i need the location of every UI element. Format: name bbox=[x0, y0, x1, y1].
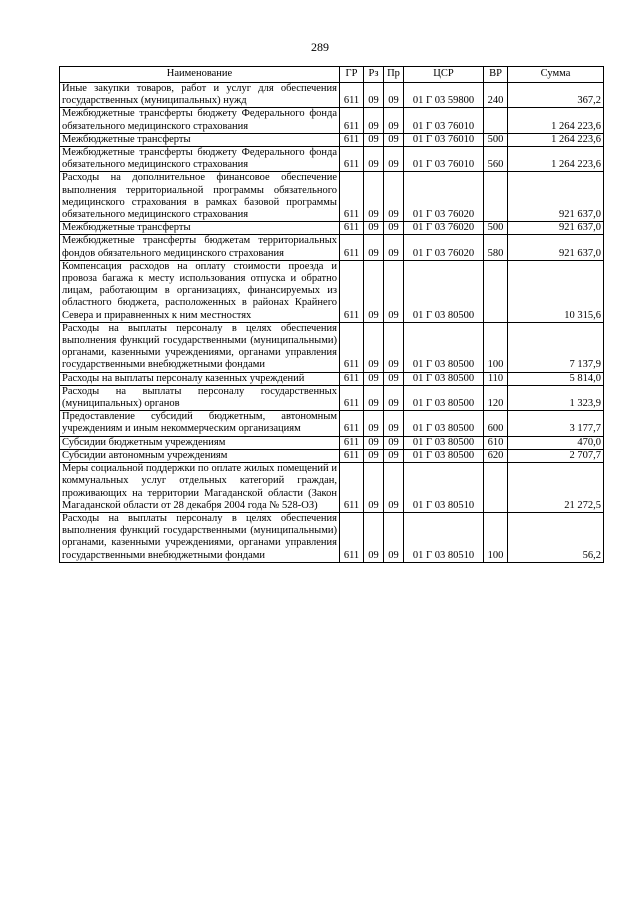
row-gr: 611 bbox=[340, 108, 364, 133]
row-name-text: Расходы на выплаты персоналу государственных (муниципальных) органов bbox=[62, 385, 337, 410]
row-csr: 01 Г 03 80500 bbox=[404, 449, 484, 462]
row-name-text: Межбюджетные трансферты bbox=[62, 222, 191, 234]
table-row bbox=[60, 235, 604, 260]
row-vr: 620 bbox=[484, 449, 508, 462]
row-sum: 921 637,0 bbox=[508, 172, 604, 222]
row-vr: 500 bbox=[484, 222, 508, 235]
row-name-text: Межбюджетные трансферты бюджету Федерального фонда обязательного медицинского страхования bbox=[62, 108, 337, 132]
row-vr bbox=[484, 463, 508, 513]
row-name bbox=[60, 147, 340, 172]
row-sum: 1 323,9 bbox=[508, 385, 604, 410]
table-row bbox=[60, 260, 604, 322]
header-vr: ВР bbox=[484, 67, 508, 83]
header-name: Наименование bbox=[60, 67, 340, 83]
row-gr: 611 bbox=[340, 222, 364, 235]
header-gr: ГР bbox=[340, 67, 364, 83]
row-vr: 100 bbox=[484, 322, 508, 372]
row-rz: 09 bbox=[364, 235, 384, 260]
table-row bbox=[60, 372, 604, 385]
row-name-text: Межбюджетные трансферты бюджету Федерального фонда обязательного медицинского страхования bbox=[62, 147, 337, 171]
row-gr: 611 bbox=[340, 463, 364, 513]
row-name bbox=[60, 108, 340, 133]
page-number: 289 bbox=[311, 40, 329, 54]
row-name bbox=[60, 411, 340, 436]
row-vr: 500 bbox=[484, 133, 508, 146]
row-gr: 611 bbox=[340, 385, 364, 410]
row-sum: 921 637,0 bbox=[508, 235, 604, 260]
row-name bbox=[60, 222, 340, 235]
row-pr: 09 bbox=[384, 385, 404, 410]
row-sum: 367,2 bbox=[508, 83, 604, 108]
row-pr: 09 bbox=[384, 322, 404, 372]
row-sum: 7 137,9 bbox=[508, 322, 604, 372]
row-name-text: Расходы на дополнительное финансовое обеспечение выполнения территориальной программы обязательного медицинского страхования в рамках базовой программы обязательного медицинского страхования bbox=[62, 172, 337, 221]
row-name-text: Расходы на выплаты персоналу казенных учреждений bbox=[62, 372, 305, 384]
row-pr: 09 bbox=[384, 235, 404, 260]
row-sum: 1 264 223,6 bbox=[508, 147, 604, 172]
table-row bbox=[60, 133, 604, 146]
row-sum: 1 264 223,6 bbox=[508, 133, 604, 146]
table-row bbox=[60, 83, 604, 108]
row-vr: 100 bbox=[484, 512, 508, 562]
row-sum: 2 707,7 bbox=[508, 449, 604, 462]
row-name bbox=[60, 512, 340, 562]
row-rz: 09 bbox=[364, 436, 384, 449]
row-rz: 09 bbox=[364, 411, 384, 436]
row-gr: 611 bbox=[340, 449, 364, 462]
header-sum: Сумма bbox=[508, 67, 604, 83]
header-pr: Пр bbox=[384, 67, 404, 83]
row-sum: 56,2 bbox=[508, 512, 604, 562]
table-body bbox=[60, 83, 604, 563]
row-gr: 611 bbox=[340, 147, 364, 172]
row-sum: 921 637,0 bbox=[508, 222, 604, 235]
row-csr: 01 Г 03 80500 bbox=[404, 385, 484, 410]
row-pr: 09 bbox=[384, 108, 404, 133]
row-vr: 560 bbox=[484, 147, 508, 172]
row-pr: 09 bbox=[384, 463, 404, 513]
row-csr: 01 Г 03 80500 bbox=[404, 436, 484, 449]
table-row bbox=[60, 411, 604, 436]
row-vr: 610 bbox=[484, 436, 508, 449]
row-pr: 09 bbox=[384, 449, 404, 462]
row-gr: 611 bbox=[340, 411, 364, 436]
row-name bbox=[60, 322, 340, 372]
table-row bbox=[60, 322, 604, 372]
row-pr: 09 bbox=[384, 147, 404, 172]
row-name-text: Предоставление субсидий бюджетным, автономным учреждениям и иным некоммерческим организациям bbox=[62, 411, 337, 435]
row-pr: 09 bbox=[384, 222, 404, 235]
row-rz: 09 bbox=[364, 372, 384, 385]
row-sum: 21 272,5 bbox=[508, 463, 604, 513]
table-row bbox=[60, 385, 604, 410]
row-name bbox=[60, 133, 340, 146]
budget-table bbox=[59, 66, 604, 563]
row-csr: 01 Г 03 76020 bbox=[404, 222, 484, 235]
row-name-text: Межбюджетные трансферты бюджетам территориальных фондов обязательного медицинского страхования bbox=[62, 235, 337, 259]
table-row bbox=[60, 147, 604, 172]
row-csr: 01 Г 03 80510 bbox=[404, 463, 484, 513]
row-gr: 611 bbox=[340, 235, 364, 260]
row-csr: 01 Г 03 76010 bbox=[404, 108, 484, 133]
row-rz: 09 bbox=[364, 172, 384, 222]
row-name-text: Расходы на выплаты персоналу в целях обеспечения выполнения функций государственными (муниципальными) органами, казенными учреждениями, органами управления государственными внебюджетными фондами bbox=[62, 322, 337, 371]
row-csr: 01 Г 03 80500 bbox=[404, 372, 484, 385]
row-name bbox=[60, 172, 340, 222]
row-rz: 09 bbox=[364, 385, 384, 410]
row-csr: 01 Г 03 80500 bbox=[404, 260, 484, 322]
row-pr: 09 bbox=[384, 512, 404, 562]
row-name-text: Меры социальной поддержки по оплате жилых помещений и коммунальных услуг отдельных категорий граждан, проживающих на территории Магаданской области (Закон Магаданской области от 28 декабря 2004 года № 528-ОЗ) bbox=[62, 463, 337, 511]
table-row bbox=[60, 172, 604, 222]
row-name bbox=[60, 436, 340, 449]
row-gr: 611 bbox=[340, 372, 364, 385]
row-gr: 611 bbox=[340, 133, 364, 146]
row-vr: 580 bbox=[484, 235, 508, 260]
row-pr: 09 bbox=[384, 372, 404, 385]
row-sum: 3 177,7 bbox=[508, 411, 604, 436]
row-sum: 10 315,6 bbox=[508, 260, 604, 322]
table-row bbox=[60, 222, 604, 235]
row-csr: 01 Г 03 80500 bbox=[404, 411, 484, 436]
row-gr: 611 bbox=[340, 83, 364, 108]
row-gr: 611 bbox=[340, 436, 364, 449]
row-rz: 09 bbox=[364, 147, 384, 172]
row-name-text: Межбюджетные трансферты bbox=[62, 133, 191, 145]
row-gr: 611 bbox=[340, 172, 364, 222]
row-csr: 01 Г 03 76020 bbox=[404, 172, 484, 222]
row-sum: 5 814,0 bbox=[508, 372, 604, 385]
table-row bbox=[60, 449, 604, 462]
row-name bbox=[60, 260, 340, 322]
row-rz: 09 bbox=[364, 322, 384, 372]
row-name-text: Иные закупки товаров, работ и услуг для обеспечения государственных (муниципальных) нужд bbox=[62, 83, 337, 107]
row-name-text: Субсидии автономным учреждениям bbox=[62, 449, 228, 461]
row-name-text: Субсидии бюджетным учреждениям bbox=[62, 436, 226, 448]
row-vr bbox=[484, 108, 508, 133]
row-gr: 611 bbox=[340, 512, 364, 562]
row-rz: 09 bbox=[364, 449, 384, 462]
row-rz: 09 bbox=[364, 133, 384, 146]
header-rz: Рз bbox=[364, 67, 384, 83]
row-rz: 09 bbox=[364, 108, 384, 133]
table-row bbox=[60, 436, 604, 449]
row-csr: 01 Г 03 76010 bbox=[404, 133, 484, 146]
table-row bbox=[60, 463, 604, 513]
row-name bbox=[60, 449, 340, 462]
row-pr: 09 bbox=[384, 172, 404, 222]
row-name bbox=[60, 463, 340, 513]
row-rz: 09 bbox=[364, 463, 384, 513]
row-sum: 470,0 bbox=[508, 436, 604, 449]
row-pr: 09 bbox=[384, 260, 404, 322]
row-gr: 611 bbox=[340, 322, 364, 372]
row-vr bbox=[484, 260, 508, 322]
row-csr: 01 Г 03 76010 bbox=[404, 147, 484, 172]
row-csr: 01 Г 03 80510 bbox=[404, 512, 484, 562]
row-pr: 09 bbox=[384, 436, 404, 449]
row-csr: 01 Г 03 59800 bbox=[404, 83, 484, 108]
row-vr: 240 bbox=[484, 83, 508, 108]
header-csr: ЦСР bbox=[404, 67, 484, 83]
row-name bbox=[60, 235, 340, 260]
row-gr: 611 bbox=[340, 260, 364, 322]
row-vr bbox=[484, 172, 508, 222]
row-name-text: Расходы на выплаты персоналу в целях обеспечения выполнения функций государственными (муниципальными) органами, казенными учреждениями, органами управления государственными внебюджетными фондами bbox=[62, 512, 337, 561]
row-name bbox=[60, 372, 340, 385]
table-row bbox=[60, 108, 604, 133]
row-name bbox=[60, 385, 340, 410]
row-name bbox=[60, 83, 340, 108]
row-csr: 01 Г 03 76020 bbox=[404, 235, 484, 260]
row-rz: 09 bbox=[364, 222, 384, 235]
row-sum: 1 264 223,6 bbox=[508, 108, 604, 133]
row-vr: 600 bbox=[484, 411, 508, 436]
row-pr: 09 bbox=[384, 133, 404, 146]
row-pr: 09 bbox=[384, 411, 404, 436]
table-row bbox=[60, 512, 604, 562]
row-csr: 01 Г 03 80500 bbox=[404, 322, 484, 372]
row-name-text: Компенсация расходов на оплату стоимости проезда и провоза багажа к месту использования отпуска и обратно лицам, работающим в организациях, финансируемых из областного бюджета, расположенных в районах Крайнего Севера и приравненных к ним местностях bbox=[62, 260, 337, 321]
row-vr: 120 bbox=[484, 385, 508, 410]
row-rz: 09 bbox=[364, 83, 384, 108]
row-pr: 09 bbox=[384, 83, 404, 108]
row-rz: 09 bbox=[364, 260, 384, 322]
row-rz: 09 bbox=[364, 512, 384, 562]
header-row bbox=[60, 67, 604, 83]
row-vr: 110 bbox=[484, 372, 508, 385]
